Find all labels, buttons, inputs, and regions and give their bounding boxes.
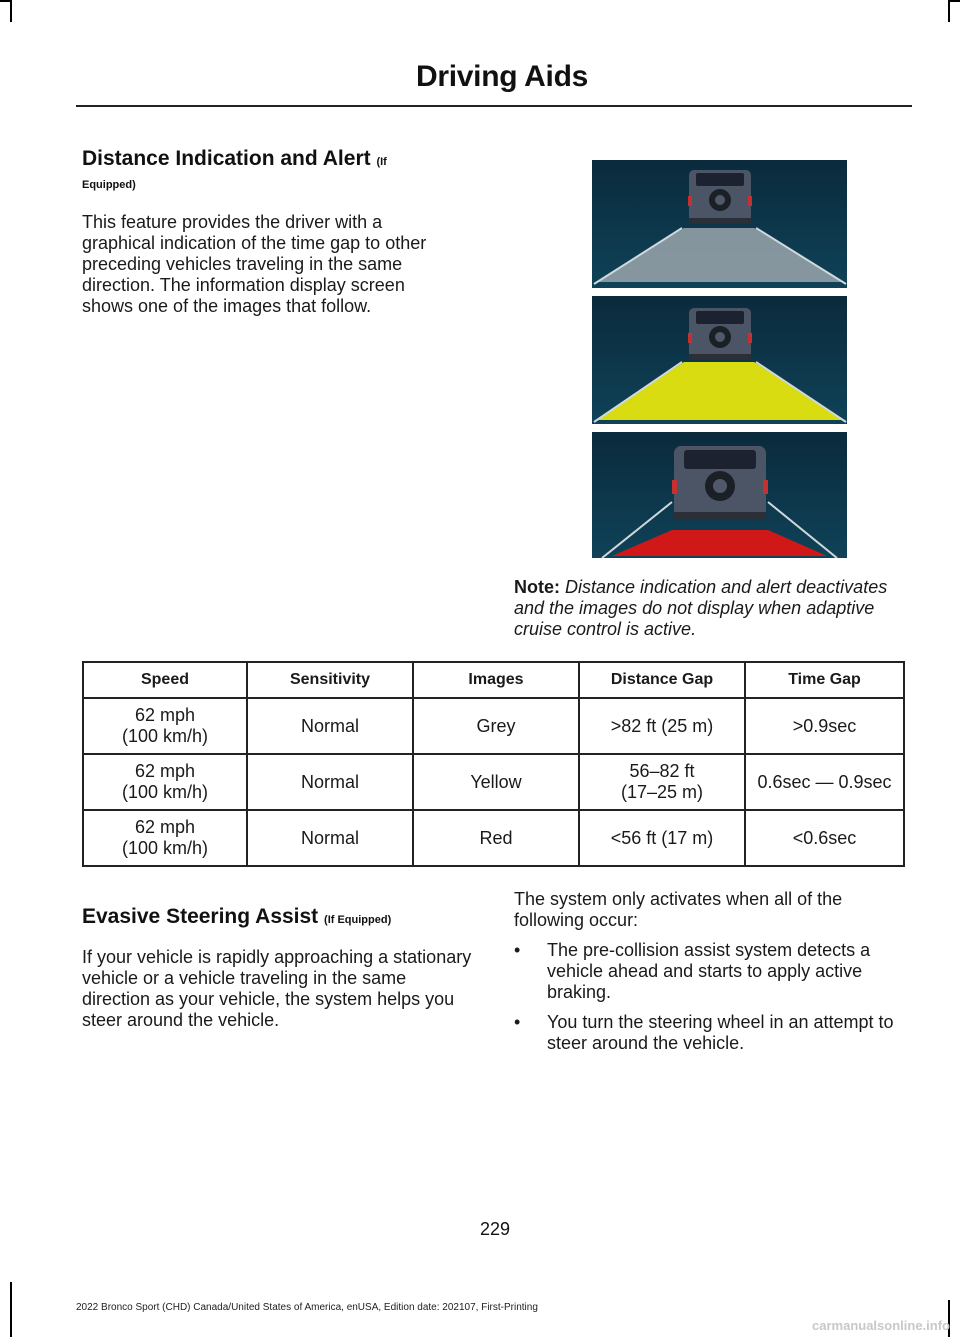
cell-speed (83, 698, 247, 754)
cell-sensitivity: Normal (247, 754, 413, 810)
note (514, 577, 914, 640)
table-row (83, 754, 904, 810)
header-rule (76, 105, 912, 107)
lane-image-grey (592, 160, 847, 288)
column-header-images: Images (413, 662, 579, 698)
vehicle-icon (688, 308, 752, 360)
column-header-time-gap: Time Gap (745, 662, 904, 698)
cell-line: 62 mph (134, 761, 196, 781)
cell-line: (100 km/h) (121, 726, 209, 746)
column-header-sensitivity: Sensitivity (247, 662, 413, 698)
cell-time-gap: 0.6sec — 0.9sec (745, 754, 904, 810)
cell-line: >82 ft (25 m) (610, 715, 714, 736)
section-title-text: Distance Indication and Alert (82, 147, 371, 170)
note-label: Note: (514, 577, 560, 597)
cell-line: (17–25 m) (620, 782, 704, 802)
table-row (83, 698, 904, 754)
note-text: Distance indication and alert deactivates and the images do not display when adaptive cruise control is active. (514, 577, 888, 639)
cell-line: 56–82 ft (629, 761, 695, 781)
table-row (83, 810, 904, 866)
section2-body: If your vehicle is rapidly approaching a stationary vehicle or a vehicle traveling in the same direction as your vehicle, the system helps you steer around the vehicle. (82, 947, 472, 1030)
column-header-distance-gap: Distance Gap (579, 662, 745, 698)
list-item-text: You turn the steering wheel in an attempt to steer around the vehicle. (547, 1012, 894, 1053)
cell-line: (100 km/h) (121, 782, 209, 802)
cell-speed (83, 754, 247, 810)
section-qualifier: (If (376, 156, 387, 168)
cell-line: <56 ft (17 m) (610, 827, 714, 848)
section-title-distance-indication (82, 147, 387, 171)
lane-image-red (592, 432, 847, 558)
cell-images: Red (413, 810, 579, 866)
list-item (514, 1012, 910, 1054)
column-header-speed: Speed (83, 662, 247, 698)
cell-speed (83, 810, 247, 866)
bullet: • (514, 1012, 521, 1032)
table-header-row (83, 662, 904, 698)
cell-time-gap: >0.9sec (745, 698, 904, 754)
cell-sensitivity: Normal (247, 810, 413, 866)
cell-line: (100 km/h) (121, 838, 209, 858)
conditions-list (514, 940, 910, 1063)
distance-indication-figures (592, 160, 850, 566)
cell-line: 62 mph (134, 705, 196, 725)
vehicle-icon (688, 170, 752, 224)
vehicle-icon (672, 446, 768, 520)
cell-images: Grey (413, 698, 579, 754)
crop-mark (948, 0, 950, 22)
crop-mark (10, 0, 12, 22)
distance-gap-table (82, 661, 905, 867)
cell-images: Yellow (413, 754, 579, 810)
page-header-title: Driving Aids (416, 60, 588, 93)
page-footer: 2022 Bronco Sport (CHD) Canada/United States of America, enUSA, Edition date: 202107, First-Printing (76, 1302, 538, 1313)
bullet: • (514, 940, 521, 960)
conditions-intro: The system only activates when all of the following occur: (514, 889, 843, 930)
section-qualifier-line2: Equipped) (82, 179, 136, 191)
list-item (514, 940, 910, 1003)
cell-distance-gap (579, 810, 745, 866)
list-item-text: The pre-collision assist system detects a vehicle ahead and starts to apply active braking. (547, 940, 871, 1002)
cell-line: 62 mph (134, 817, 196, 837)
cell-distance-gap (579, 698, 745, 754)
crop-mark (10, 1282, 12, 1337)
cell-time-gap: <0.6sec (745, 810, 904, 866)
page-number: 229 (479, 1219, 511, 1239)
section-title-evasive-steering (82, 905, 391, 929)
section-qualifier: (If Equipped) (324, 914, 392, 926)
cell-distance-gap (579, 754, 745, 810)
section-title-text: Evasive Steering Assist (82, 905, 319, 928)
watermark: carmanualsonline.info (812, 1318, 950, 1333)
lane-image-yellow (592, 296, 847, 424)
cell-sensitivity: Normal (247, 698, 413, 754)
section1-body: This feature provides the driver with a graphical indication of the time gap to other preceding vehicles traveling in the same direction. The information display screen shows one of the images that follow. (82, 212, 427, 316)
